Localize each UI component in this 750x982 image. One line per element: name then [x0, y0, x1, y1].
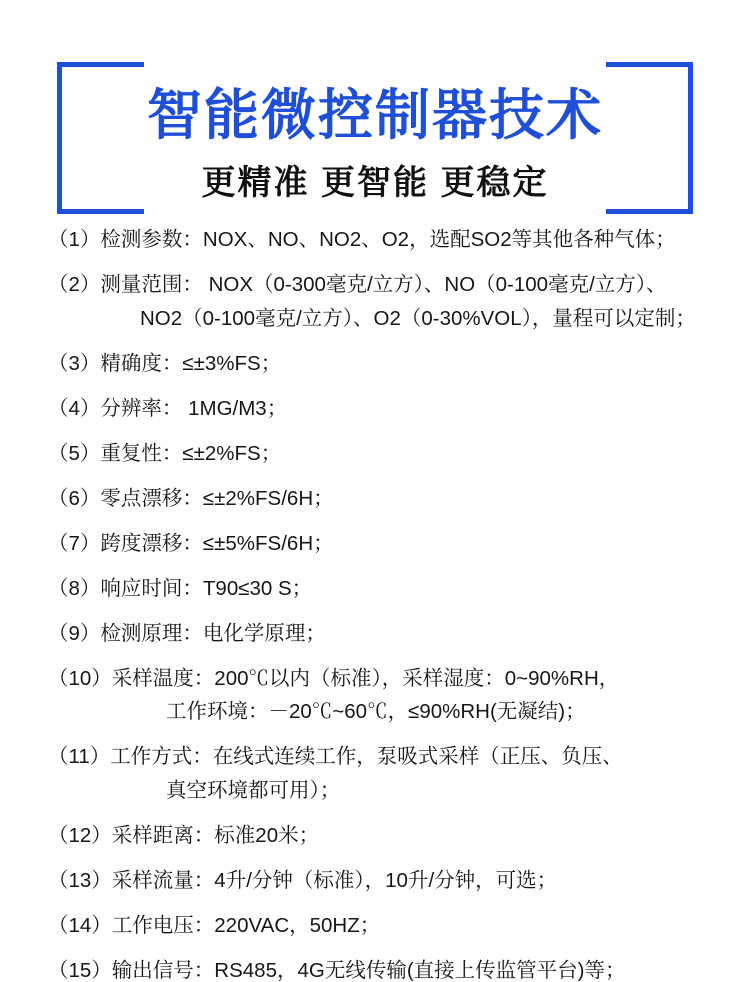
spec-text: （2）测量范围： NOX（0-300毫克/立方）、NO（0-100毫克/立方）、 [48, 273, 667, 297]
spec-text: （9）检测原理：电化学原理； [48, 621, 326, 645]
spec-text: （8）响应时间：T90≤30 S； [48, 576, 313, 600]
spec-text: （1）检测参数：NOX、NO、NO2、O2，选配SO2等其他各种气体； [48, 228, 676, 252]
frame-corner-bottom-left [62, 209, 144, 214]
list-item [48, 823, 750, 847]
list-item [48, 576, 750, 600]
spec-text: （7）跨度漂移：≤±5%FS/6H； [48, 531, 334, 555]
list-item [48, 747, 750, 801]
spec-text: （3）精确度：≤±3%FS； [48, 351, 282, 375]
list-item [48, 230, 750, 251]
list-item [48, 351, 750, 375]
specification-list [0, 230, 750, 981]
spec-text: （15）输出信号：RS485，4G无线传输(直接上传监管平台)等； [48, 958, 626, 982]
title-frame [57, 62, 693, 214]
spec-text: （13）采样流量：4升/分钟（标准），10升/分钟，可选； [48, 868, 558, 892]
page-title: 智能微控制器技术 [146, 84, 603, 146]
spec-text-continued: 真空环境都可用）； [166, 778, 341, 802]
list-item [48, 958, 750, 982]
list-item [48, 441, 750, 465]
list-item [48, 396, 750, 420]
spec-text-continued: NO2（0-100毫克/立方）、O2（0-30%VOL），量程可以定制； [140, 306, 696, 330]
list-item [48, 913, 750, 937]
spec-text: （12）采样距离：标准20米； [48, 823, 320, 847]
list-item [48, 621, 750, 645]
spec-text: （10）采样温度：200℃以内（标准），采样湿度：0~90%RH， [48, 666, 620, 690]
list-item [48, 868, 750, 892]
spec-text: （11）工作方式：在线式连续工作，泵吸式采样（正压、负压、 [48, 745, 623, 769]
list-item [48, 531, 750, 555]
spec-text: （14）工作电压：220VAC，50HZ； [48, 913, 381, 937]
spec-text-continued: 工作环境：－20℃~60℃，≤90%RH(无凝结)； [166, 700, 586, 724]
header-block [57, 0, 693, 214]
list-item [48, 666, 750, 724]
list-item [48, 275, 750, 329]
spec-text: （4）分辨率： 1MG/M3； [48, 396, 288, 420]
frame-corner-bottom-right [606, 209, 688, 214]
spec-text: （5）重复性：≤±2%FS； [48, 441, 282, 465]
spec-text: （6）零点漂移：≤±2%FS/6H； [48, 486, 334, 510]
page-subtitle: 更精准 更智能 更稳定 [201, 164, 549, 203]
list-item [48, 486, 750, 510]
